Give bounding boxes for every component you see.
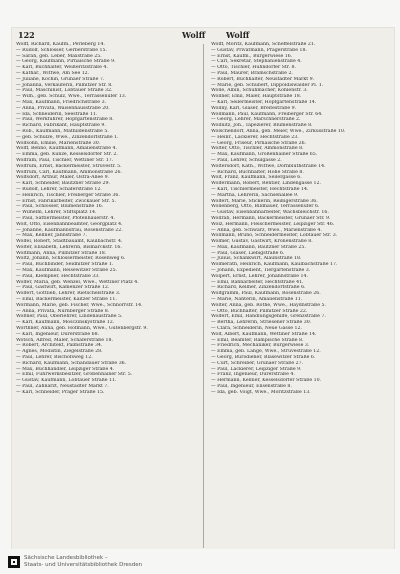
directory-entry: Wörthner, Anna, geb. Hofmann, Wwe., Gutenbergstr. 9. (16, 326, 148, 332)
directory-entry: — Marie, geb. Schubert, Dippoldiswalder Pl. 1. (211, 82, 324, 88)
directory-entry: — Paul, Schlosser, Blumenstraße 16. (16, 204, 104, 210)
directory-entry: — Paul, Sattlermeister, Pfotenhauerstr. 4. (16, 215, 115, 221)
directory-entry: Wölfert, Marie, Stickerin, Reißigerstraße 36. (211, 198, 318, 204)
directory-entry: — Kathar., Wittwe, Am See 12. (16, 70, 90, 76)
directory-entry: — Karl, Ingenieur, Dürerstraße 68. (16, 331, 100, 337)
directory-entry: — Rudolf, Lehrer, Schäferstraße 12. (16, 186, 102, 192)
directory-entry: — Georg, Friseur, Pirnaische Straße 26. (211, 140, 307, 146)
directory-entry: — Gustav, Kaufmann, Löbtauer Straße 11. (16, 378, 117, 384)
directory-entry: — Ida, Schneiderin, Seestraße 11. (16, 111, 98, 117)
directory-entry: — Ernst, Fabrikarbeiter, Zwickauer Str. 5. (16, 198, 116, 204)
directory-entry: Wolz, Hermann, Fleischermeister, Leipziger Str. 46. (211, 221, 335, 227)
directory-entry: Wolff, Moritz, Kaufmann, Scheffelstraße 21. (211, 42, 316, 47)
directory-entry: Wotsch, Alfred, Maler, Schäferstraße 18. (16, 337, 113, 343)
directory-entry: — Paul, Ingenieur, Elisenstraße 8. (211, 384, 292, 390)
directory-entry: Wolfgramm, Paul, Kaufmann, Rosenstraße 26. (211, 291, 321, 297)
directory-entry: — Franz, Ingenieur, Dürerstraße 4. (211, 372, 295, 378)
directory-entry: Wollmann, Bruno, Schneidermeister, Löbtauer Str. 3. (211, 233, 338, 239)
left-column (16, 42, 194, 396)
directory-entry: — Johanne, Kaufmannsfrau, Rosenstraße 22. (16, 227, 123, 233)
directory-entry: — Georg, Kaufmann, Pirnaische Straße 9. (16, 59, 116, 65)
directory-entry: — Wilhelm, Lehrer, Stiftsplatz 14. (16, 210, 97, 216)
directory-entry: — Paul, Lehrer, Schulgasse 2. (211, 157, 282, 163)
directory-entry: — Richard, Buchhalter, Hohe Straße 8. (211, 169, 304, 175)
directory-entry: Wolle, Albin, Schuhmacher, Kohlenstr. 3. (211, 88, 308, 94)
directory-entry: Wolmerath, Heinrich, Kaufmann, Kaulbachstraße 17. (211, 262, 338, 268)
library-logo-icon (8, 556, 20, 568)
directory-entry: — Richard, Kaufmann, Schandauer Straße 36. (16, 360, 127, 366)
directory-entry: — Anna, Privata, Nürnberger Straße 8. (16, 308, 110, 314)
directory-entry: — Paul, Glaser, Liebigstraße 6. (211, 250, 285, 256)
directory-entry: Wollmann, Paul, Kaufmann, Freiberger Str. 64. (211, 111, 323, 117)
directory-entry: Wollny, Karl, Glaser, Breitestraße 9. (211, 105, 297, 111)
directory-entry: — Martha, Lehrerin, Sachsenallee 9. (211, 192, 299, 198)
directory-entry: — Karl, Buchhalter, Weißeritzstraße 4. (16, 65, 108, 71)
directory-entry: Wollnitz, Joh., Tapezierer, Blumenstraße 8. (211, 123, 313, 129)
directory-entry: — Max, Buchhändler, Leipziger Straße 4. (16, 366, 115, 372)
running-head-left: Wolff (182, 30, 206, 40)
directory-entry: — Max, Kaufmann, Großenhainer Straße 65. (211, 152, 318, 158)
directory-entry: — Max, Kaufmann, Bautzner Straße 25. (211, 244, 306, 250)
directory-entry: Wößner, Paul, Oberlehrer, Lindenaustraße 5. (16, 314, 123, 320)
directory-entry: — Paul, Lackierer, Leipziger Straße 9. (211, 366, 302, 372)
directory-entry: Woltersdorf, Kath., Wittwe, Dornblüthstraße 14. (211, 163, 326, 169)
directory-entry: — geb. Schulze, Wwe., Zinzendorfstraße 1. (16, 134, 119, 140)
directory-entry: Wolfram, Paul, Tischler, Wettiner Str. 17. (16, 157, 114, 163)
directory-entry: — Otto, Tischler, Hühndorfer Str. 8. (211, 65, 296, 71)
footer-credit (24, 555, 142, 569)
directory-entry: Woltz, Johann, Schlossermeister, Rosenweg 6. (16, 256, 126, 262)
directory-entry: — Paul, Maurer, Bramschstraße 2. (211, 70, 293, 76)
directory-entry: — Emil, Bahnarbeiter, Hechtstraße 41. (211, 279, 304, 285)
directory-entry: — Ida, geb. Voigt, Wwe., Moritzstraße 13. (211, 389, 311, 395)
directory-entry: — Georg, Bürodiener, Blasewitzer Straße 6. (211, 355, 316, 361)
directory-entry: — Emma, geb. Kunze, Kesselsdorfer Str. 2. (16, 152, 118, 158)
directory-entry: — Julius, Schankwirt, Alaunstraße 18. (211, 256, 302, 262)
directory-entry: Wölfel, Robert, Stadtbauamt, Kaulbachstr. 4. (16, 239, 123, 245)
directory-entry: — Heinr., Lackierer, Hechtstraße 23. (211, 134, 299, 140)
directory-entry: — Max, Kaufmann, Friedrichstraße 3. (16, 99, 107, 105)
directory-entry: — Anna, Privata, Waisenhausstraße 20. (16, 105, 110, 111)
directory-entry: — Paul, Lehrer, Bischofsweg 12. (16, 355, 93, 361)
directory-entry: — Karl, Schneider, Bautzner Straße 29. (16, 181, 110, 187)
directory-entry: Wolfsdorf, Arthur, Maler, Ostra-Allee 9. (16, 175, 110, 181)
directory-entry: — Johann, Expedient, Tiergartenstraße 3. (211, 268, 311, 274)
directory-entry: — Wilh., geb. Schulz, Wwe., Terrassenufer 13. (16, 94, 127, 100)
directory-entry: — Rudolf, Schlosser, Gerberstraße 15. (16, 47, 108, 53)
directory-entry: Wolfermann, Robert, Rentier, Lindengasse 12. (211, 181, 321, 187)
page-number: 122 (18, 30, 35, 40)
directory-entry: Wolter, Elisabeth, Lehrerin, Bismarckstr. 16. (16, 244, 122, 250)
directory-entry: — Hermann, Kellner, Kesselsdorfer Straße 10. (211, 378, 322, 384)
directory-entry: Wolff, Benno, Kaufmann, Amalienstraße 4. (16, 146, 117, 152)
directory-entry: — Richard, Kellner, Zinzendorfstraße 6. (211, 285, 306, 291)
directory-entry: Wolf, Albert, Kaufmann, Wettiner Straße 14. (211, 331, 317, 337)
scanned-directory-page (12, 28, 394, 549)
directory-entry: — Karl, Seilermeister, Hopfgartenstraße 14. (211, 99, 317, 105)
directory-entry: — Heinrich, Tischler, Freiberger Straße 36. (16, 192, 120, 198)
directory-entry: — Karl, Schneider, Prager Straße 15. (16, 389, 105, 395)
directory-entry: — Clara, Schneiderin, Neue Gasse 12. (211, 326, 302, 332)
directory-entry: Wolff, Richard, Kaufm., Perleberg 14. (16, 42, 105, 47)
directory-entry: Wolf, Franz, Kaufmann, Seilergasse 6. (211, 175, 302, 181)
directory-entry: — Max, Kaufmann, Reisewitzer Straße 25. (16, 268, 118, 274)
directory-entry: — Otto, Buchhalter, Pillnitzer Straße 22. (211, 308, 308, 314)
directory-entry: — Emil, Bäckermeister, Kaitzer Straße 11. (16, 297, 117, 303)
directory-entry: — Richard, Fabrikant, Hauptstraße 9. (16, 123, 106, 129)
directory-entry: Wolfrum, Carl, Kaufmann, Ammonstraße 26. (16, 169, 122, 175)
running-head-right: Wolff (226, 30, 250, 40)
directory-entry: — Bertha, Lehrerin, Striesener Straße 30. (211, 320, 312, 326)
directory-entry: Wollrab, Hermann, Bäckermeister, Grunaer Str. 9. (211, 215, 331, 221)
footer-line-1: Sächsische Landesbibliothek – (24, 555, 108, 561)
directory-entry: — Robert, Architekt, Palmstraße 34. (16, 343, 103, 349)
directory-entry: Woltmann, Anna, Pillnitzer Straße 18. (16, 250, 107, 256)
directory-entry: — Anna, geb. Schwarz, Wwe., Marienstraße 4. (211, 227, 322, 233)
directory-entry: — Gustav, Eisenbahnarbeiter, Wachsbleichstr. 16. (211, 210, 329, 216)
directory-entry: — Paul, Zahnarzt, Neustädter Markt 7. (16, 384, 109, 390)
footer-line-2: Staats- und Universitätsbibliothek Dresden (24, 562, 143, 568)
directory-entry: — Ernst, Kaufm., Bürgerwiese 16. (211, 53, 293, 59)
directory-entry: Wörmann, Marie, geb. Fischer, Wwe., Schnorrstr. 14. (16, 302, 143, 308)
directory-entry: Wolt, Otto, Eisenbahnbeamter, Georgplatz 4. (16, 221, 123, 227)
directory-entry: — Gustav, Privatmann, Pragerstraße 18. (211, 47, 307, 53)
directory-entry: Wollner, Emil, Maler, Hauptstraße 18. (211, 94, 302, 100)
directory-entry: — Paul, Gastwirt, Kamenzer Straße 12. (16, 285, 110, 291)
directory-entry: — Emil, Fuhrwerksbesitzer, Großenhainer Str. 5. (16, 372, 133, 378)
directory-entry: — Emma, geb. Lange, Wwe., Struvestraße 12. (211, 349, 321, 355)
directory-entry: — Emil, Beamter, Rampische Straße 8. (211, 337, 304, 343)
directory-entry: Wolschendorf, Anna, geb. Meier, Wwe., Zirkusstraße 10. (211, 128, 346, 134)
directory-entry: — Paul, Maschinist, Löbtauer Straße 32. (16, 88, 113, 94)
directory-entry: — Georg, Lehrer, Marschnerstraße 2. (211, 117, 301, 123)
directory-entry: — Sarah, geb. Leber, Maxstraße 25. (16, 53, 102, 59)
directory-entry: — Max, Kellner, Jahnstraße 7. (16, 233, 87, 239)
right-column (211, 42, 389, 396)
directory-entry: — Curt, Schreiber, Grunaer Straße 27. (211, 360, 304, 366)
directory-entry: — Karl, Kaufmann, Mosczinskystraße 12. (16, 320, 115, 326)
directory-entry: Wolmer, Gustav, Gastwirt, Kronenstraße 8. (211, 239, 313, 245)
directory-entry: Wollenberg, Otto, Bildhauer, Terrassenufer 6. (211, 204, 320, 210)
directory-entry: — Juliane, Köchin, Grunaer Straße 7. (16, 76, 105, 82)
page-header (12, 30, 394, 42)
directory-entry: — Robert, Buchhalter, Neustädter Markt 9. (211, 76, 315, 82)
column-divider (203, 44, 204, 548)
directory-entry: — Karl, Tischlermeister, Hechtstraße 14. (211, 186, 309, 192)
directory-entry: — Rob., Kaufmann, Mathildenstraße 5. (16, 128, 109, 134)
directory-entry: Wolfsohn, Emilie, Marienstraße 30. (16, 140, 101, 146)
directory-entry: — Paul, Klempner, Hechtstraße 33. (16, 273, 100, 279)
directory-entry: — Agnes, Modistin, Ziegelstraße 28. (16, 349, 103, 355)
directory-entry: Wolter, Otto, Tischler, Ammonstraße 8. (211, 146, 304, 152)
directory-entry: — Paul, Werkführer, Hopfgartenstraße 8. (16, 117, 114, 123)
directory-entry: — Johanna, Verkäuferin, Pillnitzer Str. 8. (16, 82, 113, 88)
directory-entry: Wölfer, Maria, geb. Wenzel, Wwe., Wettiner Platz 4. (16, 279, 139, 285)
directory-entry: Wolfert, Emil, Handlungsgehilfe, Grenzstraße 7. (211, 314, 326, 320)
directory-entry: — Marie, Nähterin, Amalienstraße 11. (211, 297, 303, 303)
directory-entry: — Carl, Sekretär, Stephanienstraße 4. (211, 59, 302, 65)
directory-entry: Wolter, Anna, geb. Rothe, Wwe., Haydnstraße 5. (211, 302, 326, 308)
directory-entry: Wolfrum, Ernst, Bäckermeister, Struvestr. 5. (16, 163, 122, 169)
directory-entry: Wolpert, Ernst, Lehrer, Johannstraße 14. (211, 273, 309, 279)
directory-entry: — Paul, Buchbinder, Seidnitzer Straße 1. (16, 262, 114, 268)
directory-entry: Wölfert, Gottlieb, Lehrer, Rietschelstraße 3. (16, 291, 121, 297)
directory-entry: — Friedrich, Mechaniker, Bürgerwiese 3. (211, 343, 310, 349)
